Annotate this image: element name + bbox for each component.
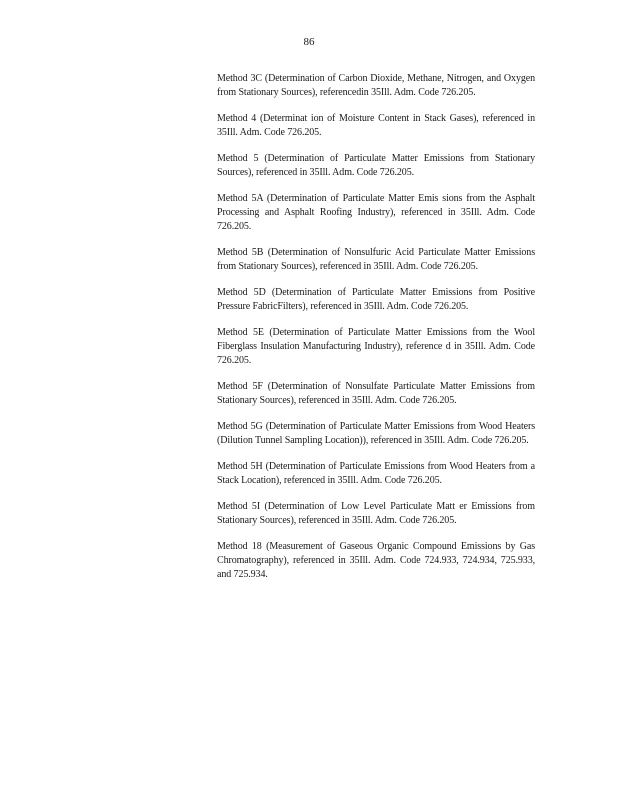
method-entry: Method 4 (Determinat ion of Moisture Content in Stack Gases), referenced in 35Ill. Adm. Code 726.205. [217,113,535,138]
method-list [217,72,535,594]
method-entry: Method 3C (Determination of Carbon Dioxide, Methane, Nitrogen, and Oxygen from Stationary Sources), referencedin 35Ill. Adm. Code 726.205. [217,73,535,98]
method-entry: Method 5F (Determination of Nonsulfate Particulate Matter Emissions from Stationary Sources), referenced in 35Ill. Adm. Code 726.205. [217,381,535,406]
method-entry: Method 5B (Determination of Nonsulfuric Acid Particulate Matter Emissions from Stationary Sources), referenced in 35Ill. Adm. Code 726.205. [217,247,535,272]
method-entry: Method 5 (Determination of Particulate Matter Emissions from Stationary Sources), referenced in 35Ill. Adm. Code 726.205. [217,153,535,178]
method-entry: Method 5H (Determination of Particulate Emissions from Wood Heaters from a Stack Location), referenced in 35Ill. Adm. Code 726.205. [217,461,535,486]
page-number: 86 [303,36,315,48]
method-entry: Method 5I (Determination of Low Level Particulate Matt er Emissions from Stationary Sources), referenced in 35Ill. Adm. Code 726.205. [217,501,535,526]
method-entry: Method 5G (Determination of Particulate Matter Emissions from Wood Heaters (Dilution Tunnel Sampling Location)), referenced in 35Ill. Adm. Code 726.205. [217,421,535,446]
method-entry: Method 5A (Determination of Particulate Matter Emis sions from the Asphalt Processing and Asphalt Roofing Industry), referenced in 35Ill. Adm. Code 726.205. [217,193,535,232]
method-entry: Method 18 (Measurement of Gaseous Organic Compound Emissions by Gas Chromatography), referenced in 35Ill. Adm. Code 724.933, 724.934, 725.933, and 725.934. [217,541,535,580]
method-entry: Method 5E (Determination of Particulate Matter Emissions from the Wool Fiberglass Insulation Manufacturing Industry), reference d in 35Ill. Adm. Code 726.205. [217,327,535,366]
method-entry: Method 5D (Determination of Particulate Matter Emissions from Positive Pressure FabricFilters), referenced in 35Ill. Adm. Code 726.205. [217,287,535,312]
